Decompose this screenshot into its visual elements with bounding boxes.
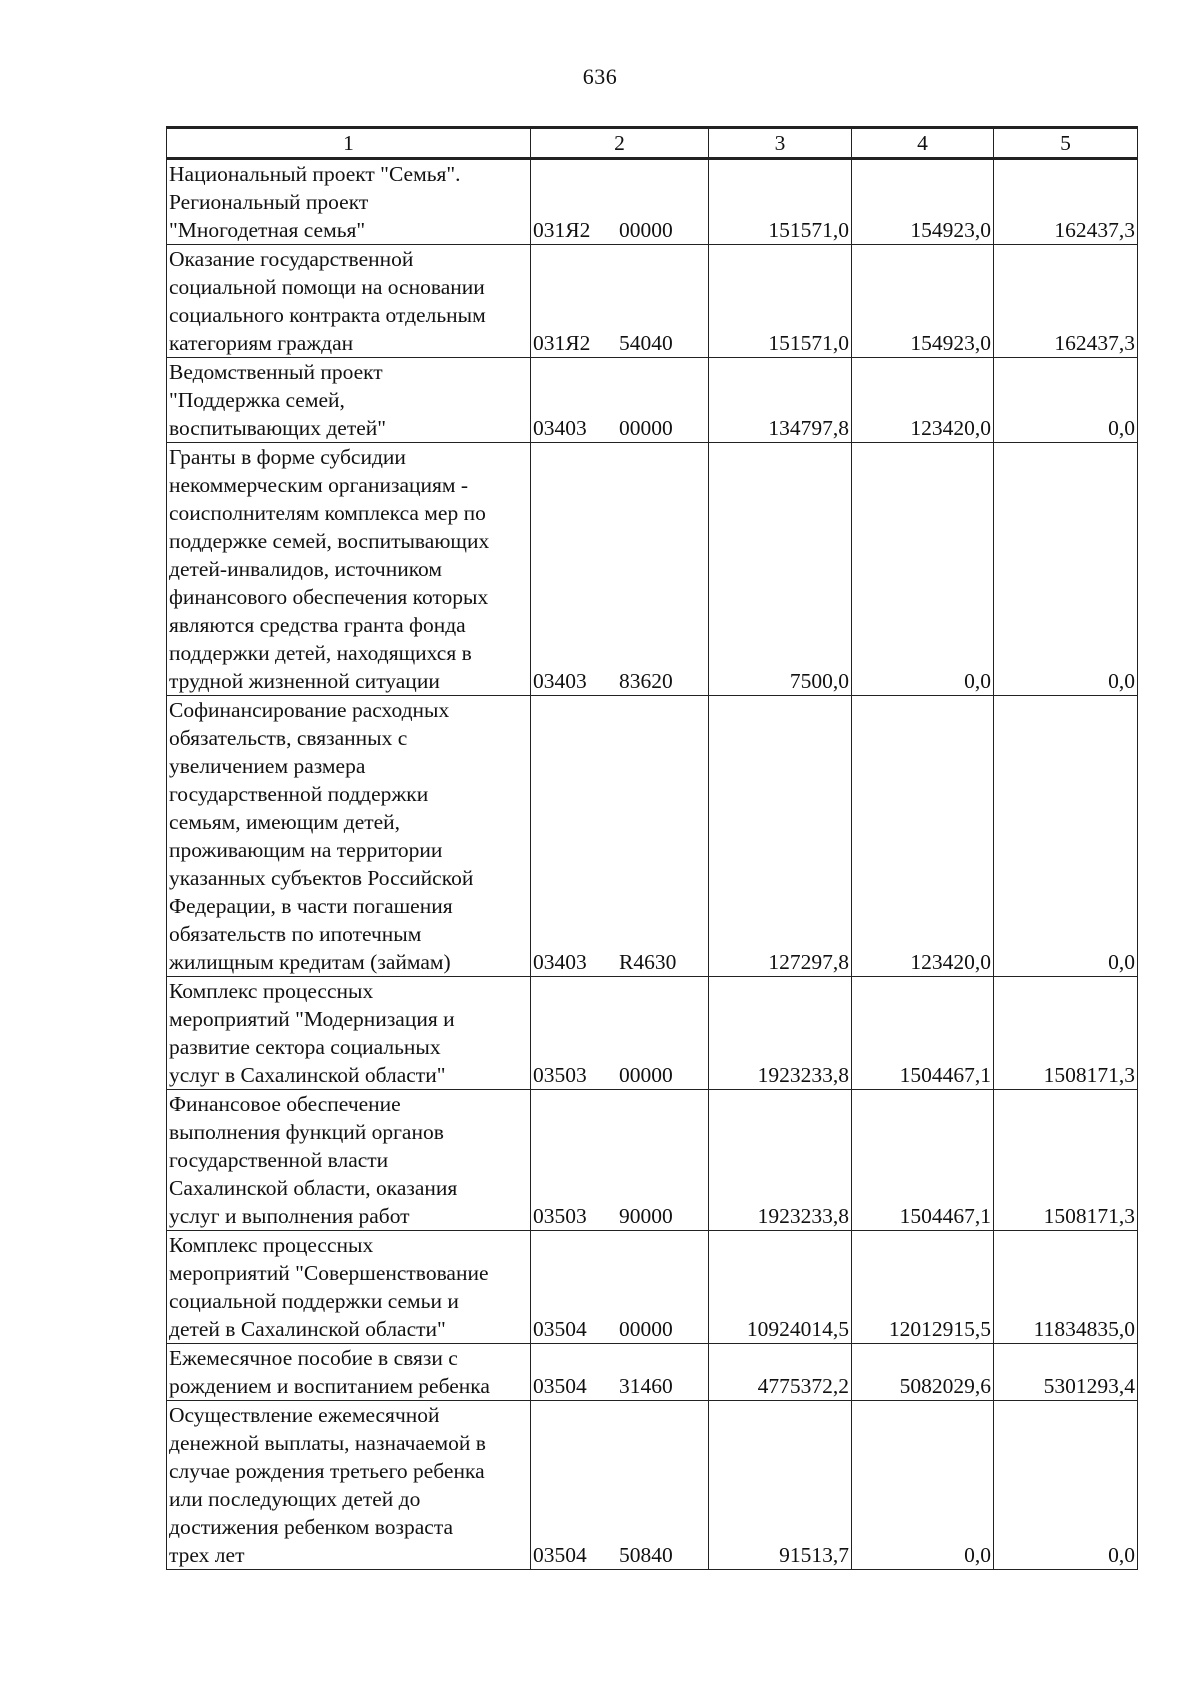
- row-name-line: проживающим на территории: [169, 838, 443, 862]
- row-code: [531, 358, 709, 443]
- row-code: [531, 977, 709, 1090]
- row-name-line: трудной жизненной ситуации: [169, 669, 440, 693]
- row-name-line: Сахалинской области, оказания: [169, 1176, 458, 1200]
- row-value-col4: 0,0: [852, 443, 994, 696]
- row-value-col3: 151571,0: [709, 159, 852, 245]
- row-name-line: "Многодетная семья": [169, 218, 366, 242]
- code-direction: 00000: [619, 1317, 673, 1341]
- code-program: 03503: [533, 1063, 587, 1087]
- row-name: [167, 245, 531, 358]
- row-name-line: Оказание государственной: [169, 247, 414, 271]
- table-row: [167, 696, 1138, 977]
- row-name: [167, 696, 531, 977]
- row-value-col5: 0,0: [994, 696, 1138, 977]
- row-value-col3: 151571,0: [709, 245, 852, 358]
- table-header: [167, 128, 1138, 159]
- row-value-col3: 91513,7: [709, 1401, 852, 1570]
- row-value-col3: 1923233,8: [709, 1090, 852, 1231]
- row-name-line: Комплекс процессных: [169, 979, 374, 1003]
- row-name-line: обязательств по ипотечным: [169, 922, 422, 946]
- row-name-line: поддержке семей, воспитывающих: [169, 529, 490, 553]
- row-code: [531, 1090, 709, 1231]
- row-name: [167, 159, 531, 245]
- row-name-line: являются средства гранта фонда: [169, 613, 466, 637]
- row-name-line: Федерации, в части погашения: [169, 894, 453, 918]
- row-value-col5: 5301293,4: [994, 1344, 1138, 1401]
- row-name-line: или последующих детей до: [169, 1487, 421, 1511]
- table-row: [167, 358, 1138, 443]
- row-name-line: Финансовое обеспечение: [169, 1092, 401, 1116]
- row-value-col4: 5082029,6: [852, 1344, 994, 1401]
- code-program: 03504: [533, 1543, 587, 1567]
- row-name-line: воспитывающих детей": [169, 416, 387, 440]
- row-value-col5: 1508171,3: [994, 977, 1138, 1090]
- table-row: [167, 245, 1138, 358]
- row-name-line: социальной поддержки семьи и: [169, 1289, 459, 1313]
- row-name-line: указанных субъектов Российской: [169, 866, 474, 890]
- code-direction: 90000: [619, 1204, 673, 1228]
- header-col-1: 1: [167, 128, 531, 159]
- code-program: 03504: [533, 1374, 587, 1398]
- table-row: [167, 1401, 1138, 1570]
- row-value-col4: 154923,0: [852, 159, 994, 245]
- budget-table: [166, 126, 1138, 1570]
- code-program: 03503: [533, 1204, 587, 1228]
- page-number: 636: [582, 64, 618, 89]
- row-value-col5: 1508171,3: [994, 1090, 1138, 1231]
- row-name-line: финансового обеспечения которых: [169, 585, 489, 609]
- row-code: [531, 443, 709, 696]
- code-direction: 31460: [619, 1374, 673, 1398]
- row-value-col4: 154923,0: [852, 245, 994, 358]
- code-direction: 00000: [619, 218, 673, 242]
- row-name-line: государственной поддержки: [169, 782, 429, 806]
- row-name: [167, 1401, 531, 1570]
- header-col-3: 3: [709, 128, 852, 159]
- table-row: [167, 1231, 1138, 1344]
- row-code: [531, 159, 709, 245]
- header-col-5: 5: [994, 128, 1138, 159]
- row-value-col5: 0,0: [994, 358, 1138, 443]
- row-value-col4: 1504467,1: [852, 1090, 994, 1231]
- row-name-line: категориям граждан: [169, 331, 354, 355]
- code-direction: R4630: [619, 950, 677, 974]
- code-direction: 00000: [619, 1063, 673, 1087]
- table-row: [167, 443, 1138, 696]
- row-name-line: социальной помощи на основании: [169, 275, 485, 299]
- code-program: 03504: [533, 1317, 587, 1341]
- row-code: [531, 245, 709, 358]
- row-name-line: Софинансирование расходных: [169, 698, 450, 722]
- row-name-line: Региональный проект: [169, 190, 369, 214]
- row-name-line: рождением и воспитанием ребенка: [169, 1374, 490, 1398]
- row-name-line: жилищным кредитам (займам): [169, 950, 451, 974]
- row-name-line: выполнения функций органов: [169, 1120, 444, 1144]
- row-name-line: детей в Сахалинской области": [169, 1317, 446, 1341]
- header-col-4: 4: [852, 128, 994, 159]
- row-value-col4: 12012915,5: [852, 1231, 994, 1344]
- row-name: [167, 1231, 531, 1344]
- row-name-line: Национальный проект "Семья".: [169, 162, 461, 186]
- row-value-col4: 123420,0: [852, 696, 994, 977]
- row-value-col5: 11834835,0: [994, 1231, 1138, 1344]
- row-name-line: поддержки детей, находящихся в: [169, 641, 472, 665]
- row-name-line: Гранты в форме субсидии: [169, 445, 406, 469]
- row-value-col3: 10924014,5: [709, 1231, 852, 1344]
- row-name: [167, 1344, 531, 1401]
- table-row: [167, 159, 1138, 245]
- row-name-line: некоммерческим организациям -: [169, 473, 469, 497]
- row-code: [531, 696, 709, 977]
- row-name-line: трех лет: [169, 1543, 245, 1567]
- row-name-line: Осуществление ежемесячной: [169, 1403, 440, 1427]
- row-value-col5: 162437,3: [994, 245, 1138, 358]
- code-direction: 83620: [619, 669, 673, 693]
- row-value-col5: 0,0: [994, 1401, 1138, 1570]
- row-name-line: денежной выплаты, назначаемой в: [169, 1431, 486, 1455]
- code-program: 031Я2: [533, 218, 591, 242]
- row-name-line: соисполнителям комплекса мер по: [169, 501, 486, 525]
- code-program: 03403: [533, 669, 587, 693]
- table-row: [167, 977, 1138, 1090]
- table-row: [167, 1090, 1138, 1231]
- row-name-line: увеличением размера: [169, 754, 366, 778]
- code-program: 03403: [533, 950, 587, 974]
- row-name-line: услуг и выполнения работ: [169, 1204, 410, 1228]
- row-name: [167, 1090, 531, 1231]
- row-value-col5: 0,0: [994, 443, 1138, 696]
- row-name-line: "Поддержка семей,: [169, 388, 345, 412]
- row-name-line: детей-инвалидов, источником: [169, 557, 443, 581]
- row-name-line: мероприятий "Модернизация и: [169, 1007, 455, 1031]
- row-name-line: обязательств, связанных с: [169, 726, 408, 750]
- row-name-line: услуг в Сахалинской области": [169, 1063, 446, 1087]
- code-direction: 50840: [619, 1543, 673, 1567]
- row-value-col3: 4775372,2: [709, 1344, 852, 1401]
- row-name-line: развитие сектора социальных: [169, 1035, 441, 1059]
- table-row: [167, 1344, 1138, 1401]
- row-value-col3: 7500,0: [709, 443, 852, 696]
- row-name-line: мероприятий "Совершенствование: [169, 1261, 489, 1285]
- row-value-col3: 1923233,8: [709, 977, 852, 1090]
- row-name: [167, 443, 531, 696]
- row-name-line: государственной власти: [169, 1148, 389, 1172]
- row-name-line: достижения ребенком возраста: [169, 1515, 454, 1539]
- row-value-col4: 0,0: [852, 1401, 994, 1570]
- row-value-col3: 127297,8: [709, 696, 852, 977]
- header-row: [167, 128, 1138, 159]
- row-value-col4: 1504467,1: [852, 977, 994, 1090]
- code-program: 03403: [533, 416, 587, 440]
- code-direction: 00000: [619, 416, 673, 440]
- code-direction: 54040: [619, 331, 673, 355]
- row-value-col4: 123420,0: [852, 358, 994, 443]
- row-value-col3: 134797,8: [709, 358, 852, 443]
- row-value-col5: 162437,3: [994, 159, 1138, 245]
- header-col-2: 2: [531, 128, 709, 159]
- row-name: [167, 977, 531, 1090]
- row-name-line: семьям, имеющим детей,: [169, 810, 401, 834]
- table-body: [167, 159, 1138, 1570]
- code-program: 031Я2: [533, 331, 591, 355]
- row-name-line: случае рождения третьего ребенка: [169, 1459, 485, 1483]
- row-code: [531, 1344, 709, 1401]
- row-name-line: Ведомственный проект: [169, 360, 383, 384]
- row-name: [167, 358, 531, 443]
- row-name-line: социального контракта отдельным: [169, 303, 486, 327]
- row-code: [531, 1231, 709, 1344]
- row-code: [531, 1401, 709, 1570]
- row-name-line: Комплекс процессных: [169, 1233, 374, 1257]
- row-name-line: Ежемесячное пособие в связи с: [169, 1346, 458, 1370]
